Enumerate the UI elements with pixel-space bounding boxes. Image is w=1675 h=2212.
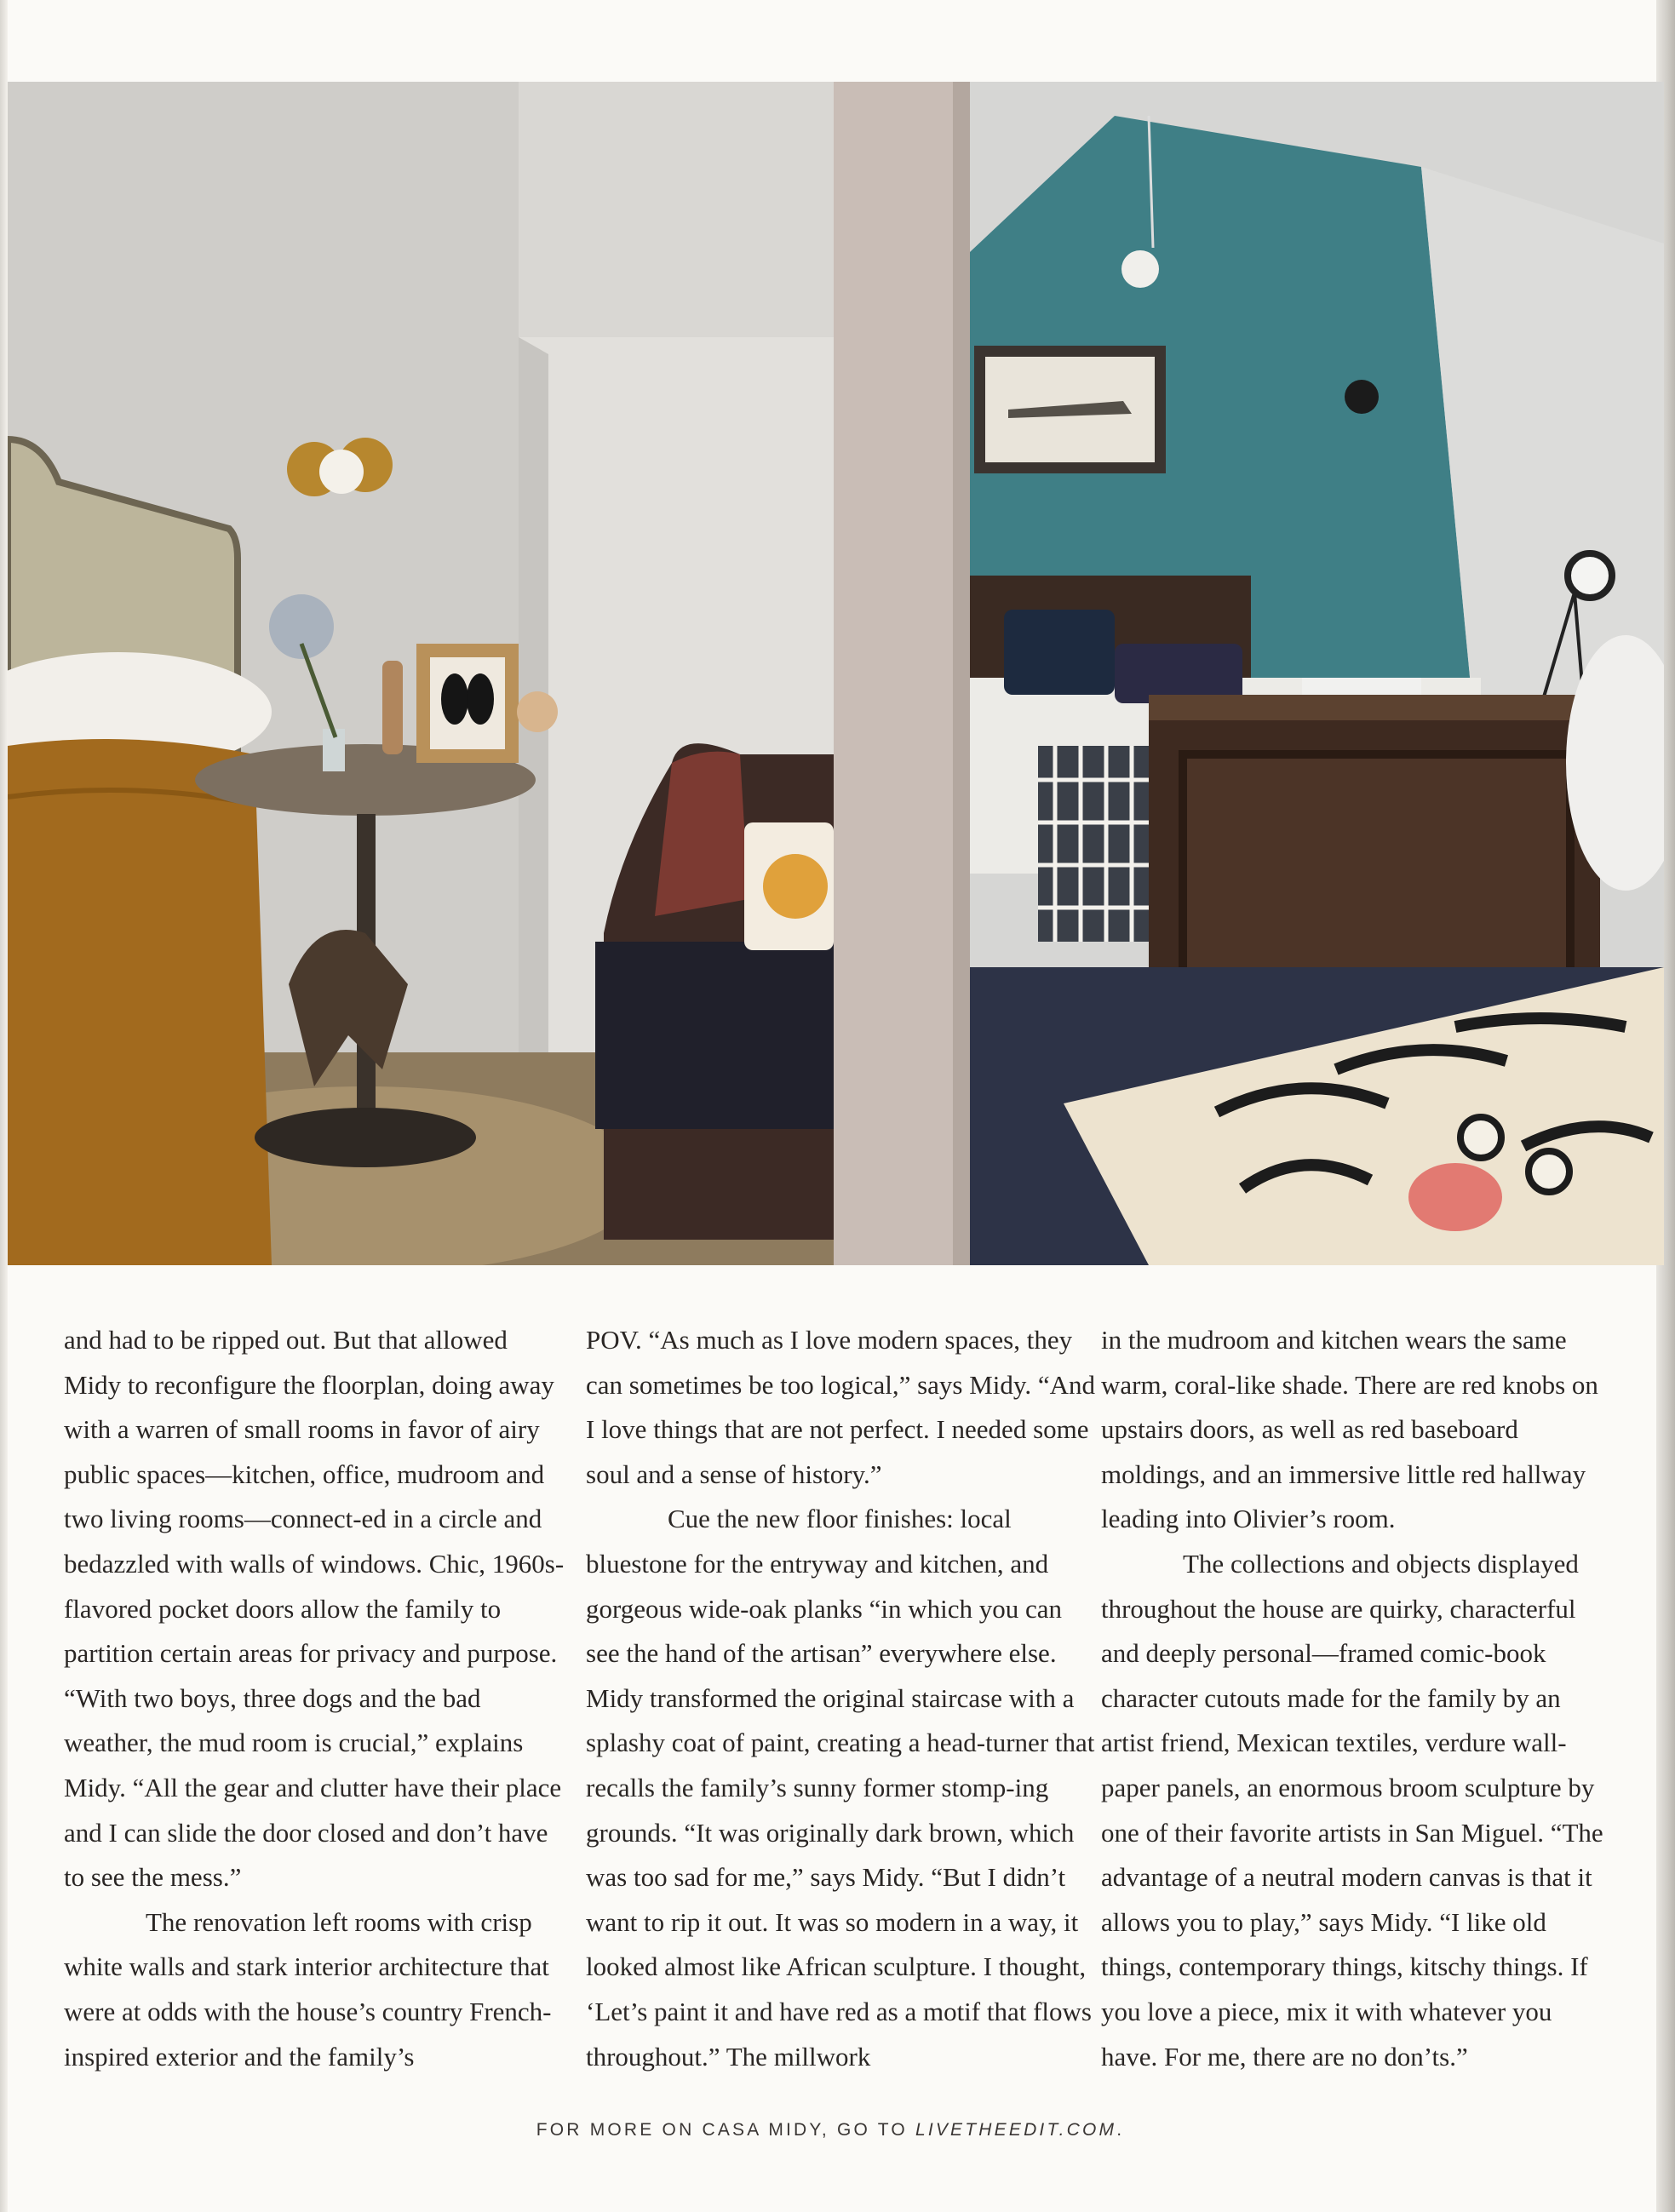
paragraph: in the mudroom and kitchen wears the same warm, coral-like shade. There are red knobs on upstairs doors, as well as red baseboard moldings, and an immersive little red hallway leading into Olivier’s room. xyxy=(1101,1325,1598,1534)
paragraph: POV. “As much as I love modern spaces, they can sometimes be too logical,” says Midy. “And I love things that are not perfect. I needed some soul and a sense of history.” xyxy=(586,1325,1096,1489)
article-column-1 xyxy=(64,1318,566,2079)
bedroom-photo-spread xyxy=(8,82,1664,1265)
paragraph: The renovation left rooms with crisp white walls and stark interior architecture that were at odds with the house’s country French-inspired exterior and the family’s xyxy=(64,1906,552,2072)
left-bedroom-photo xyxy=(8,82,834,1265)
photo-divider-wall xyxy=(834,82,970,1265)
scan-edge-left xyxy=(0,0,8,2212)
footer-suffix: . xyxy=(1116,2120,1125,2140)
paragraph: The collections and objects displayed throughout the house are quirky, characterful and deeply personal—framed comic-book character cutouts made for the family by an artist friend, Mexican textiles, verdure wall-paper panels, an enormous broom sculpture by one of their favorite artists in San Miguel. “The advantage of a neutral modern canvas is that it allows you to play,” says Midy. “I like old things, contemporary things, kitschy things. If you love a piece, mix it with whatever you have. For me, there are no don’ts.” xyxy=(1101,1548,1603,2072)
article-column-2 xyxy=(586,1318,1097,2079)
article-column-3 xyxy=(1101,1318,1612,2079)
footer-url-link[interactable]: LIVETHEEDIT.COM xyxy=(915,2120,1117,2140)
footer-note xyxy=(0,2120,1661,2140)
paragraph: Cue the new floor finishes: local bluestone for the entryway and kitchen, and gorgeous wide-oak planks “in which you can see the hand of the artisan” everywhere else. Midy transformed the original staircase with a splashy coat of paint, creating a head-turner that recalls the family’s sunny former stomp-ing grounds. “It was originally dark brown, which was too sad for me,” says Midy. “But I didn’t want to rip it out. It was so modern in a way, it looked almost like African sculpture. I thought, ‘Let’s paint it and have red as a motif that flows throughout.” The millwork xyxy=(586,1504,1095,2072)
right-bedroom-photo xyxy=(970,82,1664,1265)
footer-prefix: FOR MORE ON CASA MIDY, GO TO xyxy=(536,2120,915,2140)
paragraph: and had to be ripped out. But that allowed Midy to reconfigure the floorplan, doing away with a warren of small rooms in favor of airy public spaces—kitchen, office, mudroom and two living rooms—connect-ed in a circle and bedazzled with walls of windows. Chic, 1960s-flavored pocket doors allow the family to partition certain areas for privacy and purpose. “With two boys, three dogs and the bad weather, the mud room is crucial,” explains Midy. “All the gear and clutter have their place and I can slide the door closed and don’t have to see the mess.” xyxy=(64,1325,565,1893)
